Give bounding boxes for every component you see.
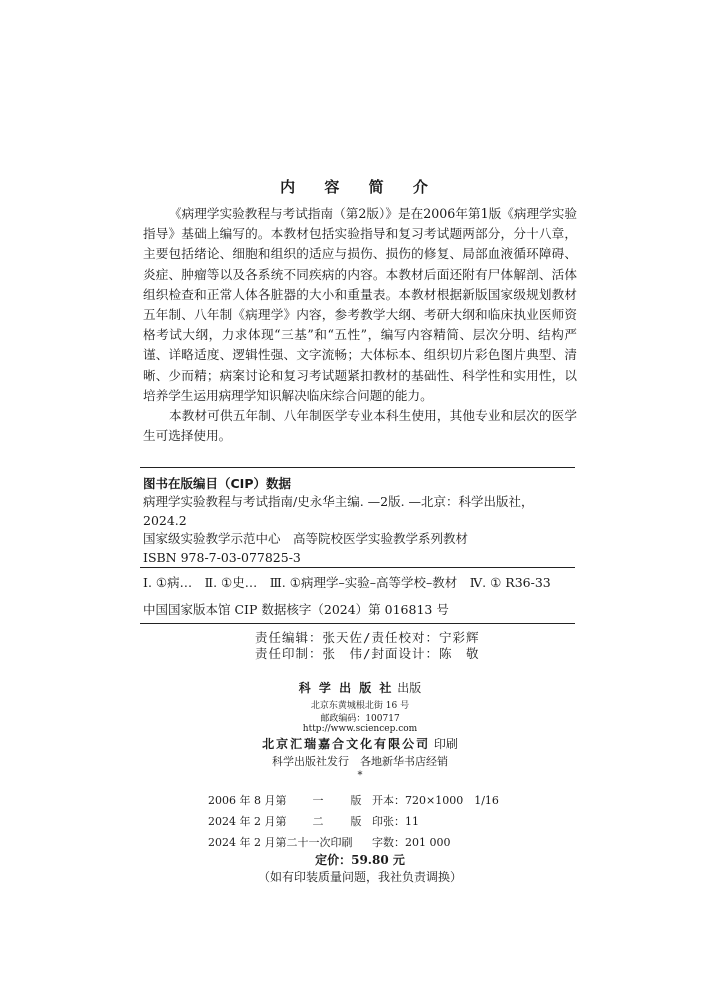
r2-edition: 二	[312, 815, 324, 828]
cip-heading: 图书在版编目（CIP）数据	[143, 476, 291, 491]
cip-classification: Ⅰ. ①病… Ⅱ. ①史… Ⅲ. ①病理学–实验–高等学校–教材 Ⅳ. ① R36-33	[143, 575, 551, 590]
price: 定价：59.80 元	[315, 853, 405, 867]
printer-name-seal: 北京汇瑞嘉合文化有限公司	[262, 737, 431, 751]
cip-bottom-rule	[140, 623, 575, 624]
publisher-address: 北京东黄城根北街 16 号	[310, 701, 410, 711]
printer-line	[0, 735, 720, 752]
printing-row-3	[208, 834, 451, 850]
r2-info: 印张：11	[372, 815, 419, 828]
r3-info: 字数：201 000	[372, 836, 451, 849]
staff-production: 责任印制：张 伟/封面设计：陈 敬	[255, 646, 480, 661]
r2-kind: 版	[350, 815, 362, 828]
r1-kind: 版	[350, 794, 362, 807]
r3-date: 2024 年 2 月第二十一次印刷	[208, 836, 353, 849]
r1-info: 开本：720×1000 1/16	[372, 794, 499, 807]
cip-check-number: 中国国家版本馆 CIP 数据核字（2024）第 016813 号	[143, 602, 449, 617]
intro-text	[143, 204, 577, 446]
cip-line-2: 2024.2	[143, 512, 187, 528]
intro-paragraph-1: 《病理学实验教程与考试指南（第2版）》是在2006年第1版《病理学实验指导》基础上编写的。本教材包括实验指导和复习考试题两部分，分十八章，主要包括绪论、细胞和组织的适应与损伤、损伤的修复、局部血液循环障碍、炎症、肿瘤等以及各系统不同疾病的内容。本教材后面还附有尸体解剖、活体组织检查和正常人体各脏器的大小和重量表。本教材根据新版国家级规划教材五年制、八年制《病理学》内容，参考教学大纲、考研大纲和临床执业医师资格考试大纲，力求体现“三基”和“五性”，编写内容精简、层次分明、结构严谨、详略适度、逻辑性强、文字流畅；大体标本、组织切片彩色图片典型、清晰、少而精；病案讨论和复习考试题紧扣教材的基础性、科学性和实用性，以培养学生运用病理学知识解决临床综合问题的能力。	[143, 206, 577, 403]
intro-paragraph-2: 本教材可供五年制、八年制医学专业本科生使用，其他专业和层次的医学生可选择使用。	[143, 408, 577, 444]
staff-editors: 责任编辑：张天佐/责任校对：宁彩辉	[255, 630, 480, 645]
cip-line-4: ISBN 978-7-03-077825-3	[143, 549, 301, 565]
cip-line-3: 国家级实验教学示范中心 高等院校医学实验教学系列教材	[143, 531, 469, 546]
separator-star: *	[357, 770, 363, 781]
intro-title: 内 容 简 介	[280, 178, 440, 196]
publish-word: 出版	[397, 681, 422, 695]
publisher-url: http://www.sciencep.com	[302, 724, 418, 734]
cip-line-1: 病理学实验教程与考试指南/史永华主编. —2版. —北京：科学出版社，	[143, 494, 534, 509]
r1-edition: 一	[312, 794, 324, 807]
distribution-line: 科学出版社发行 各地新华书店经销	[272, 755, 448, 768]
r2-date: 2024 年 2 月第	[208, 815, 287, 828]
cip-top-rule	[140, 467, 575, 468]
cip-mid-rule	[140, 567, 575, 568]
print-word: 印刷	[433, 737, 458, 751]
printing-row-2	[208, 813, 419, 829]
r1-date: 2006 年 8 月第	[208, 794, 287, 807]
publisher-line	[0, 679, 720, 696]
publisher-name-seal: 科 学 出 版 社	[298, 681, 394, 695]
publisher-postcode: 邮政编码：100717	[320, 714, 400, 724]
quality-note: （如有印装质量问题，我社负责调换）	[257, 870, 462, 884]
printing-row-1	[208, 792, 499, 808]
cip-record	[143, 493, 577, 567]
